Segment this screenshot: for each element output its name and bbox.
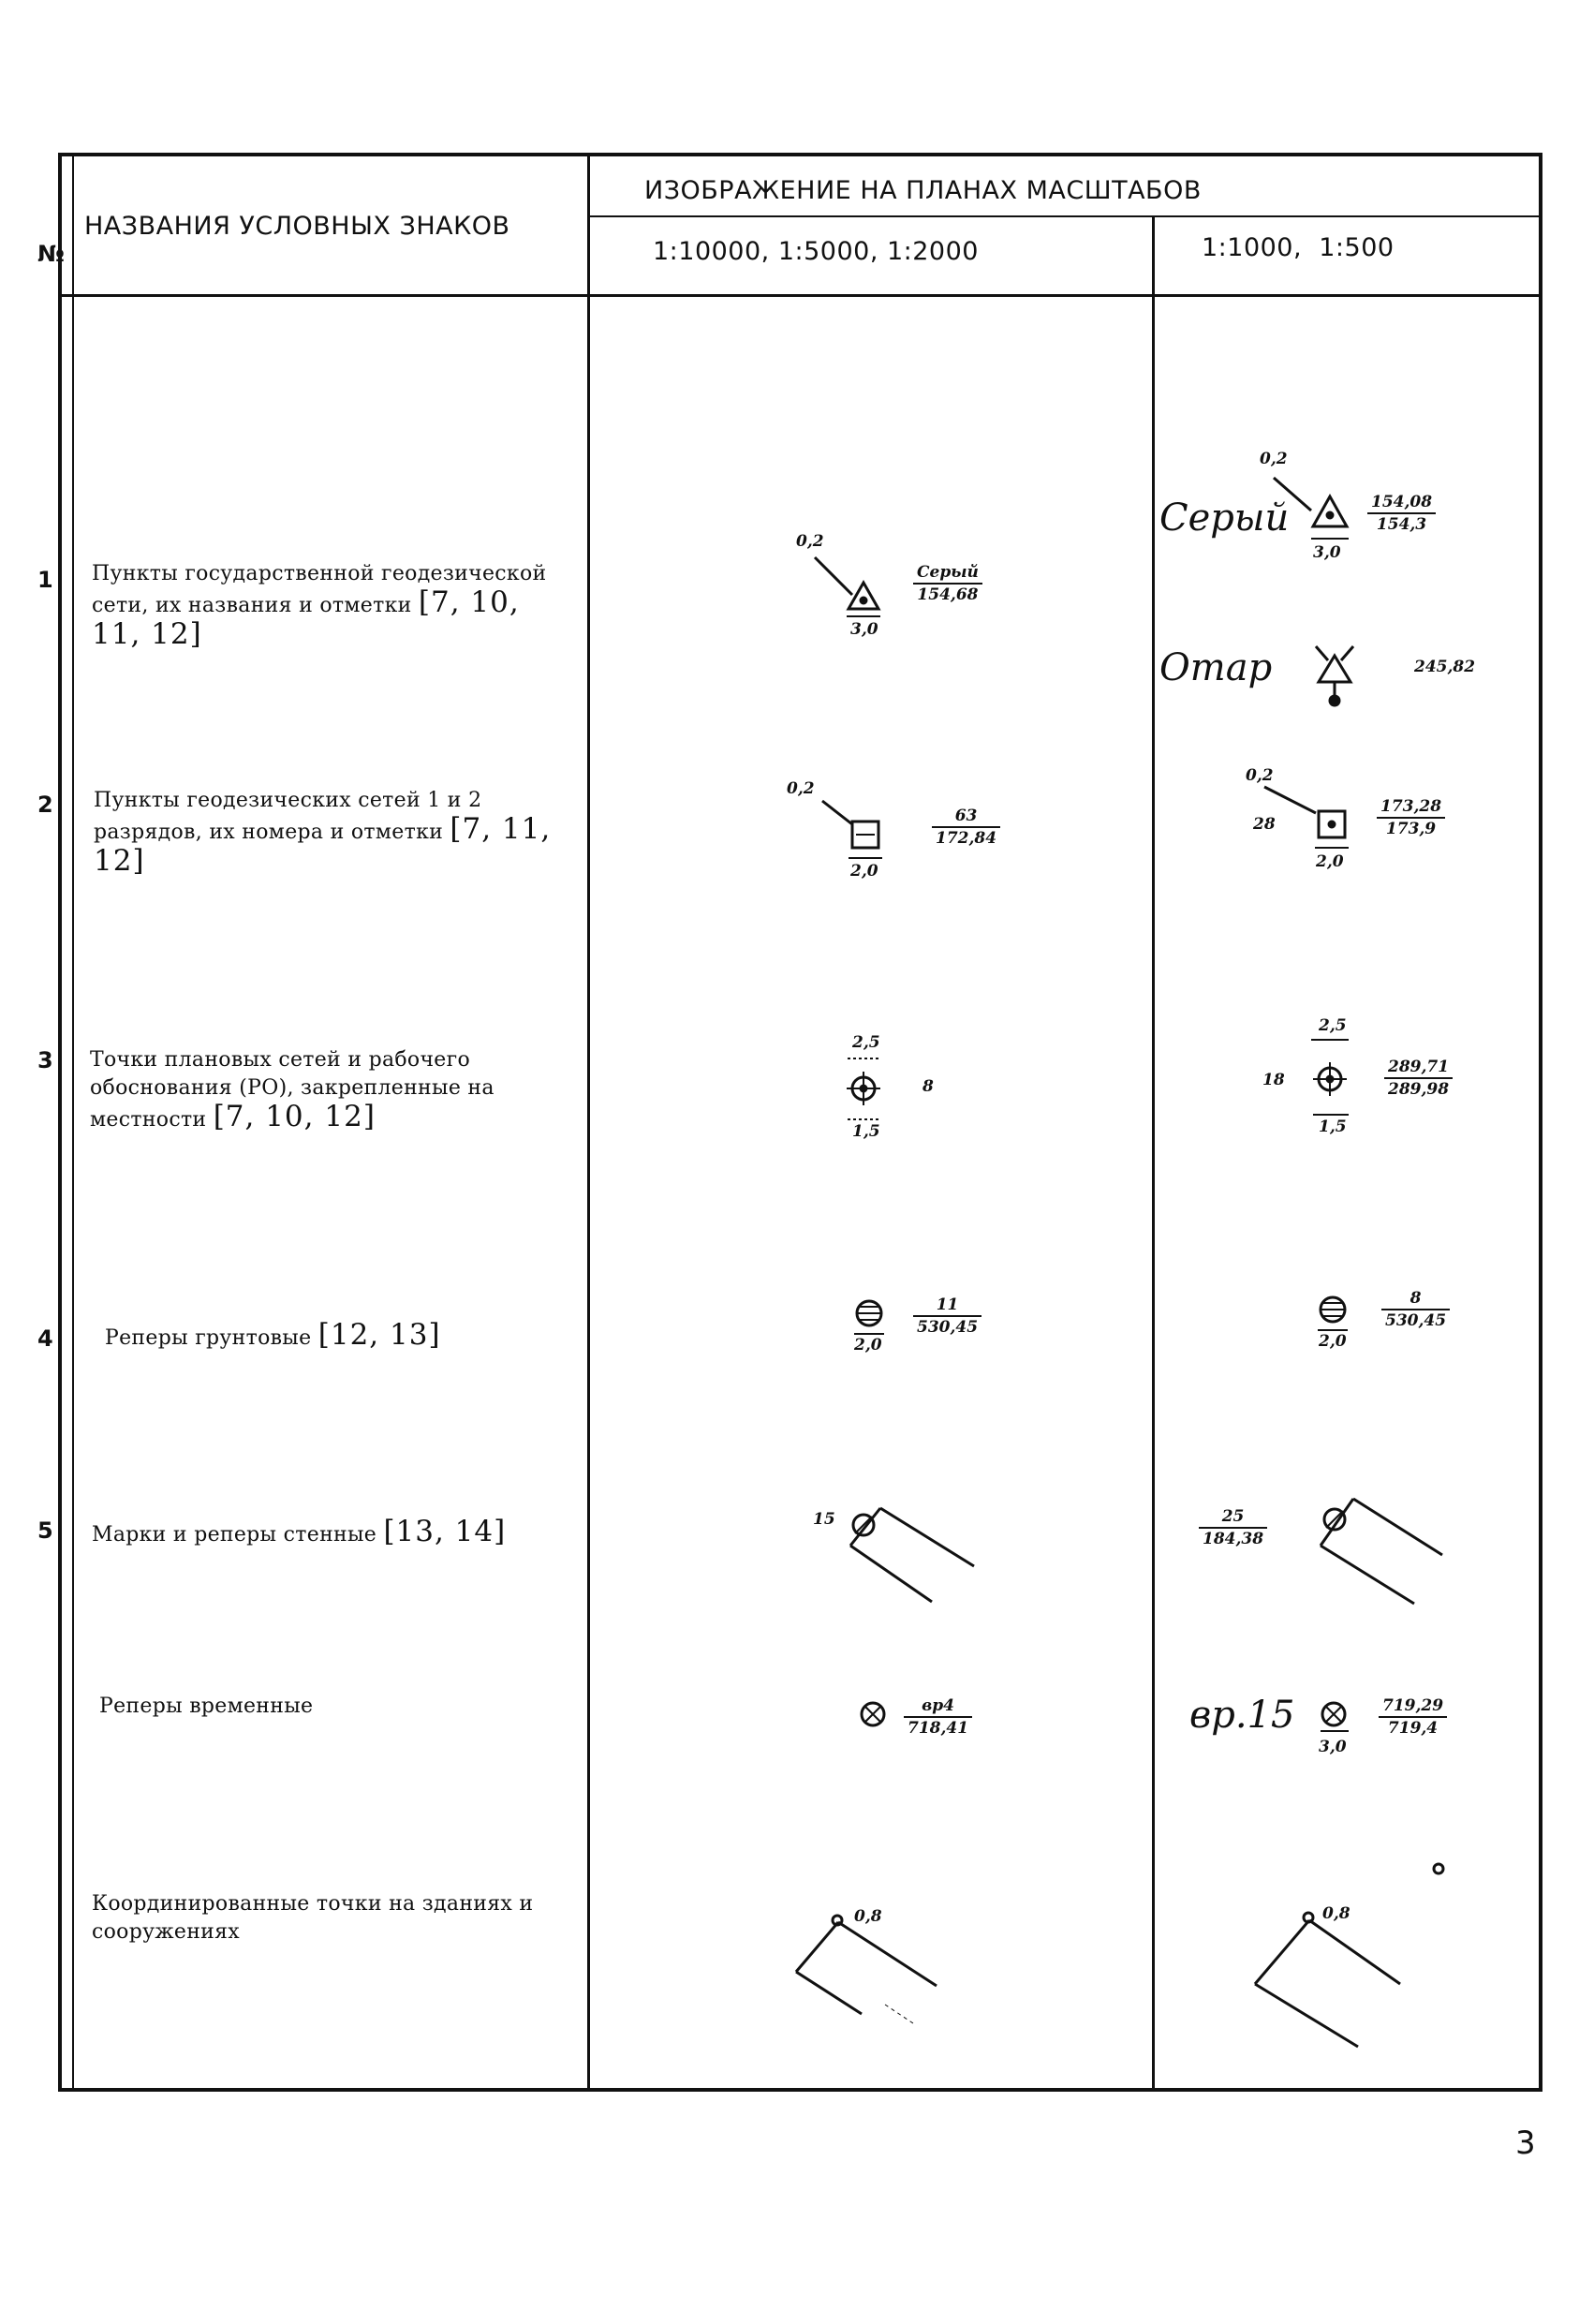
dimension-label: 2,5	[1319, 1016, 1347, 1035]
point-label	[932, 806, 1000, 849]
dimension-label: 1,5	[852, 1122, 880, 1141]
point-elevation: 173,28	[1377, 796, 1445, 819]
point-number: 25	[1199, 1506, 1267, 1529]
point-number: 18	[1262, 1071, 1285, 1089]
dimension-label: 3,0	[850, 620, 878, 639]
point-number: 8	[922, 1077, 934, 1096]
wall-mark-icon	[1321, 1499, 1442, 1604]
point-name: Серый	[1159, 496, 1290, 540]
point-label	[1379, 1695, 1447, 1739]
circle-point-icon	[1311, 1040, 1349, 1115]
point-elevation: 184,38	[1203, 1530, 1264, 1548]
point-elevation: 173,9	[1385, 820, 1437, 838]
dimension-label: 3,0	[1319, 1738, 1347, 1756]
point-number: вр4	[904, 1695, 972, 1718]
row-number: 3	[37, 1047, 53, 1073]
point-number: 15	[813, 1510, 835, 1529]
dimension-label: 0,2	[1260, 450, 1288, 468]
point-label	[913, 562, 982, 605]
wall-mark-icon	[850, 1508, 974, 1602]
point-name: Серый	[913, 562, 982, 585]
ground-benchmark-icon	[1318, 1297, 1348, 1330]
dimension-label: 0,2	[796, 532, 824, 551]
dimension-label: 0,2	[787, 779, 815, 798]
description-text: Координированные точки на зданиях и сооружениях	[92, 1892, 534, 1944]
point-number: 28	[1253, 815, 1276, 834]
coordinated-point-icon	[796, 1916, 937, 2023]
dimension-label: 2,0	[1316, 852, 1344, 871]
point-label	[1367, 492, 1436, 535]
dimension-label: 3,0	[1313, 543, 1341, 562]
dimension-label: 2,0	[854, 1336, 882, 1354]
description-text: Реперы грунтовые	[105, 1326, 312, 1350]
dimension-label: 1,5	[1319, 1118, 1347, 1136]
point-elevation: 718,41	[908, 1719, 969, 1738]
point-elevation: 172,84	[936, 829, 997, 848]
temporary-benchmark-icon	[1321, 1703, 1349, 1731]
point-label	[1381, 1288, 1450, 1331]
header-scales: ИЗОБРАЖЕНИЕ НА ПЛАНАХ МАСШТАБОВ	[644, 176, 1202, 205]
row-number: 4	[37, 1325, 53, 1352]
dimension-label: 2,0	[850, 862, 878, 881]
header-scale-large: 1:1000, 1:500	[1202, 233, 1395, 262]
description-text: Пункты геодезических сетей 1 и 2 разрядов, их номера и отметки	[94, 789, 482, 844]
triangle-flag-point-icon	[1316, 646, 1353, 705]
reference: [13, 14]	[383, 1515, 507, 1548]
reference: [7, 10, 12]	[213, 1100, 376, 1133]
page-number: 3	[1515, 2124, 1536, 2162]
point-elevation: 245,82	[1414, 658, 1476, 676]
row-number: 1	[37, 567, 53, 593]
dimension-label: 0,8	[1322, 1904, 1350, 1923]
point-elevation: 154,3	[1376, 515, 1427, 534]
reference: [12, 13]	[317, 1318, 441, 1352]
description-text: Марки и реперы стенные	[92, 1523, 377, 1547]
point-label	[913, 1295, 981, 1338]
description-text: Реперы временные	[99, 1695, 314, 1718]
point-name: вр.15	[1189, 1694, 1295, 1737]
square-point-icon	[1264, 787, 1349, 848]
temporary-benchmark-icon	[862, 1703, 884, 1725]
dimension-label: 2,5	[852, 1033, 880, 1052]
square-point-icon	[822, 801, 882, 858]
point-elevation: 719,29	[1379, 1695, 1447, 1718]
dimension-label: 0,8	[854, 1907, 882, 1926]
point-elevation: 289,71	[1384, 1057, 1453, 1079]
header-number: №	[37, 241, 65, 267]
ground-benchmark-icon	[854, 1301, 884, 1334]
point-number: 63	[932, 806, 1000, 828]
description-text: Пункты государственной геодезической сети, их названия и отметки	[92, 562, 547, 617]
point-number: 11	[913, 1295, 981, 1317]
header-scale-small: 1:10000, 1:5000, 1:2000	[653, 237, 979, 266]
header-names: НАЗВАНИЯ УСЛОВНЫХ ЗНАКОВ	[84, 212, 510, 241]
point-number: 8	[1381, 1288, 1450, 1310]
point-label	[904, 1695, 972, 1739]
point-elevation: 719,4	[1387, 1719, 1439, 1738]
point-elevation: 289,98	[1388, 1080, 1450, 1099]
coordinated-point-icon	[1255, 1864, 1443, 2047]
reference: [7, 10, 11, 12]	[92, 585, 520, 651]
triangle-point-icon	[815, 557, 880, 616]
point-elevation: 530,45	[917, 1318, 979, 1337]
dimension-label: 0,2	[1246, 766, 1274, 785]
circle-point-icon	[847, 1058, 880, 1119]
point-label	[1377, 796, 1445, 839]
reference: [7, 11, 12]	[94, 812, 552, 878]
row-number: 2	[37, 792, 53, 818]
description-text: Точки плановых сетей и рабочего обоснования (РО), закрепленные на местности	[90, 1048, 494, 1132]
point-label	[1384, 1057, 1453, 1100]
point-elevation: 530,45	[1385, 1311, 1447, 1330]
point-label	[1199, 1506, 1267, 1549]
point-elevation: 154,68	[917, 585, 979, 604]
row-number: 5	[37, 1517, 53, 1544]
point-elevation: 154,08	[1367, 492, 1436, 514]
point-name: Отар	[1159, 646, 1273, 689]
dimension-label: 2,0	[1319, 1332, 1347, 1351]
